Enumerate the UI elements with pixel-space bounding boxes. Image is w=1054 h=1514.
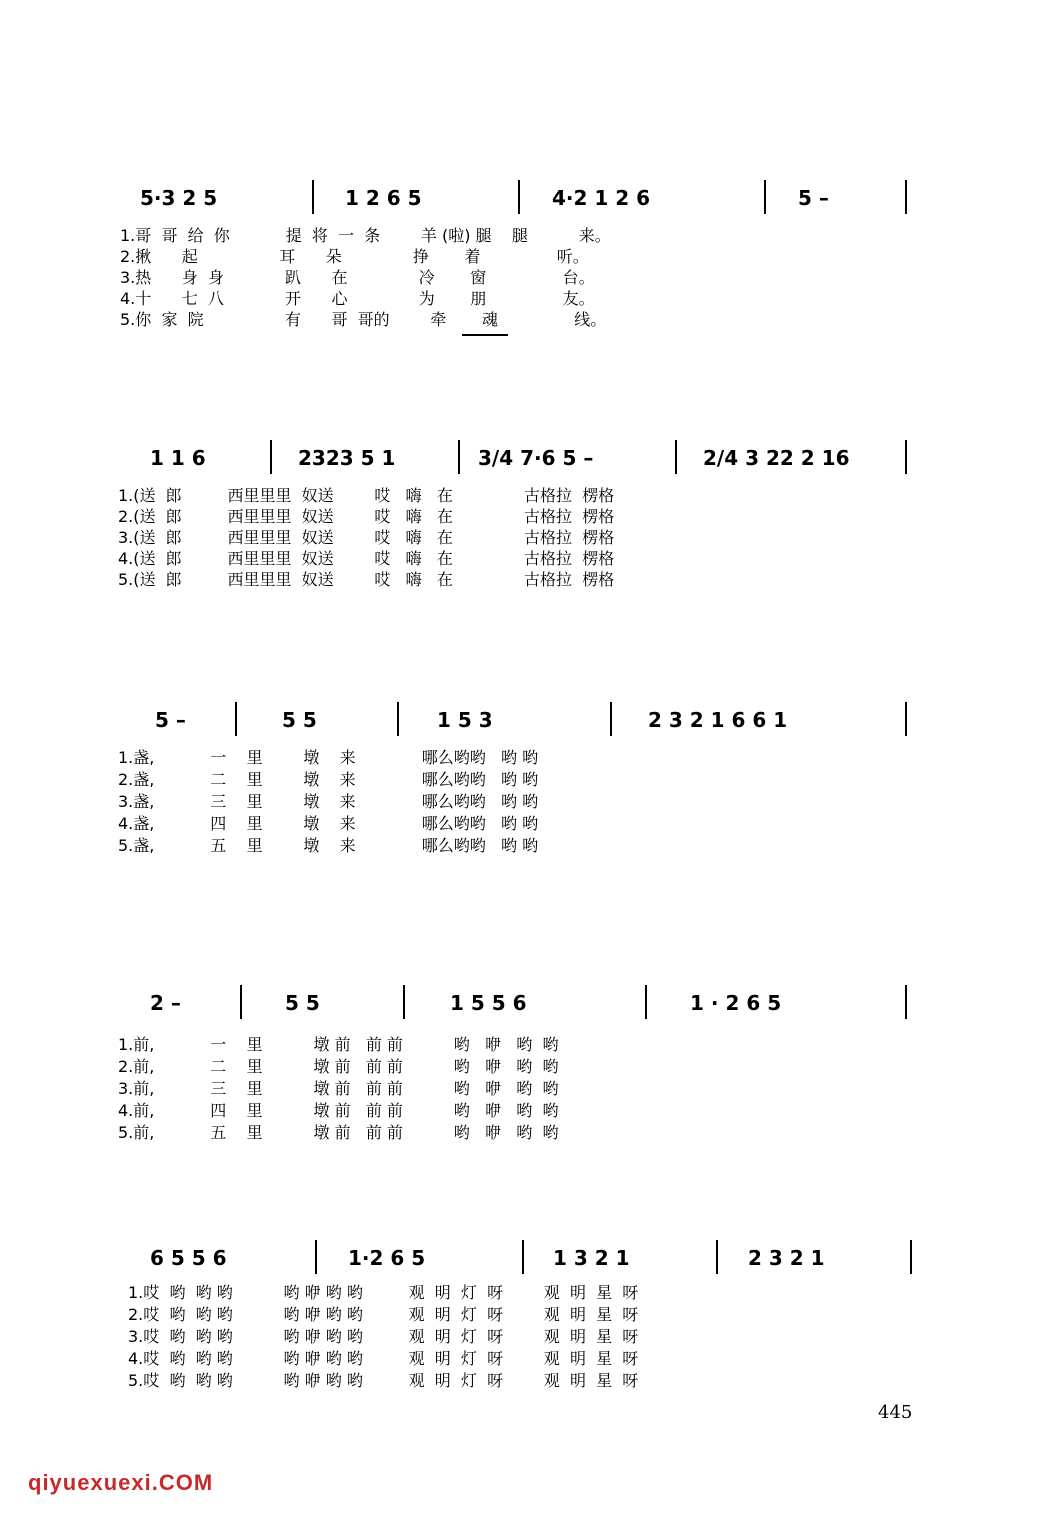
barline	[645, 985, 647, 1019]
score-system-4	[0, 985, 1054, 1235]
lyric-verse-1: 1.哎 哟 哟 哟 哟 咿 哟 哟 观 明 灯 呀 观 明 星 呀	[128, 1283, 639, 1302]
lyric-verse-3: 3.哎 哟 哟 哟 哟 咿 哟 哟 观 明 灯 呀 观 明 星 呀	[128, 1327, 639, 1346]
measure-3-notes: 3/4 7·6 5 –	[478, 446, 594, 470]
lyric-verse-2: 2.揪 起 耳 朵 挣 着 听。	[120, 247, 589, 266]
measure-4-notes: 5 –	[798, 186, 829, 210]
lyric-verse-5: 5.你 家 院 有 哥 哥的 牵 魂 线。	[120, 310, 607, 329]
barline	[716, 1240, 718, 1274]
barline	[522, 1240, 524, 1274]
barline	[312, 180, 314, 214]
measure-1-notes: 5 –	[155, 708, 186, 732]
score-system-2	[0, 440, 1054, 690]
lyric-verse-3: 3.(送 郎 西里里里 奴送 哎 嗨 在 古格拉 楞格	[118, 528, 615, 547]
barline	[910, 1240, 912, 1274]
score-system-1	[0, 180, 1054, 430]
lyric-verse-5: 5.盏, 五 里 墩 来 哪么哟哟 哟 哟	[118, 836, 539, 855]
lyric-verse-3: 3.前, 三 里 墩 前 前 前 哟 咿 哟 哟	[118, 1079, 559, 1098]
lyric-verse-4: 4.十 七 八 开 心 为 朋 友。	[120, 289, 595, 308]
measure-3-notes: 4·2 1 2 6	[552, 186, 651, 210]
lyric-verse-5: 5.哎 哟 哟 哟 哟 咿 哟 哟 观 明 灯 呀 观 明 星 呀	[128, 1371, 639, 1390]
measure-3-notes: 1 5 5 6	[450, 991, 527, 1015]
measure-1-notes: 2 –	[150, 991, 181, 1015]
lyric-underline	[462, 334, 508, 336]
lyric-verse-4: 4.(送 郎 西里里里 奴送 哎 嗨 在 古格拉 楞格	[118, 549, 615, 568]
barline	[905, 180, 907, 214]
score-system-5	[0, 1240, 1054, 1490]
measure-2-notes: 5 5	[285, 991, 320, 1015]
barline	[403, 985, 405, 1019]
barline	[905, 702, 907, 736]
lyric-verse-3: 3.热 身 身 趴 在 冷 窗 台。	[120, 268, 595, 287]
page-number: 445	[878, 1402, 913, 1423]
barline	[458, 440, 460, 474]
lyric-verse-2: 2.哎 哟 哟 哟 哟 咿 哟 哟 观 明 灯 呀 观 明 星 呀	[128, 1305, 639, 1324]
barline	[270, 440, 272, 474]
barline	[315, 1240, 317, 1274]
lyric-verse-2: 2.盏, 二 里 墩 来 哪么哟哟 哟 哟	[118, 770, 539, 789]
barline	[905, 440, 907, 474]
lyric-verse-5: 5.(送 郎 西里里里 奴送 哎 嗨 在 古格拉 楞格	[118, 570, 615, 589]
site-watermark: qiyuexuexi.COM	[28, 1470, 214, 1495]
measure-2-notes: 1·2 6 5	[348, 1246, 426, 1270]
lyric-verse-4: 4.前, 四 里 墩 前 前 前 哟 咿 哟 哟	[118, 1101, 559, 1120]
barline	[235, 702, 237, 736]
lyric-verse-5: 5.前, 五 里 墩 前 前 前 哟 咿 哟 哟	[118, 1123, 559, 1142]
measure-2-notes: 1 2 6 5	[345, 186, 422, 210]
barline	[905, 985, 907, 1019]
lyric-verse-2: 2.(送 郎 西里里里 奴送 哎 嗨 在 古格拉 楞格	[118, 507, 615, 526]
barline	[518, 180, 520, 214]
lyric-verse-3: 3.盏, 三 里 墩 来 哪么哟哟 哟 哟	[118, 792, 539, 811]
measure-4-notes: 2 3 2 1 6 6 1	[648, 708, 788, 732]
measure-1-notes: 5·3 2 5	[140, 186, 218, 210]
measure-3-notes: 1 5 3	[437, 708, 493, 732]
measure-4-notes: 2/4 3 22 2 16	[703, 446, 850, 470]
barline	[397, 702, 399, 736]
measure-3-notes: 1 3 2 1	[553, 1246, 630, 1270]
barline	[764, 180, 766, 214]
measure-1-notes: 6 5 5 6	[150, 1246, 227, 1270]
barline	[240, 985, 242, 1019]
lyric-verse-1: 1.盏, 一 里 墩 来 哪么哟哟 哟 哟	[118, 748, 539, 767]
lyric-verse-2: 2.前, 二 里 墩 前 前 前 哟 咿 哟 哟	[118, 1057, 559, 1076]
barline	[610, 702, 612, 736]
lyric-verse-1: 1.哥 哥 给 你 提 将 一 条 羊 (啦) 腿 腿 来。	[120, 226, 611, 245]
lyric-verse-1: 1.(送 郎 西里里里 奴送 哎 嗨 在 古格拉 楞格	[118, 486, 615, 505]
measure-2-notes: 5 5	[282, 708, 317, 732]
score-system-3	[0, 702, 1054, 952]
lyric-verse-1: 1.前, 一 里 墩 前 前 前 哟 咿 哟 哟	[118, 1035, 559, 1054]
barline	[675, 440, 677, 474]
measure-4-notes: 1 · 2 6 5	[690, 991, 782, 1015]
lyric-verse-4: 4.盏, 四 里 墩 来 哪么哟哟 哟 哟	[118, 814, 539, 833]
measure-1-notes: 1 1 6	[150, 446, 206, 470]
measure-4-notes: 2 3 2 1	[748, 1246, 825, 1270]
measure-2-notes: 2323 5 1	[298, 446, 396, 470]
lyric-verse-4: 4.哎 哟 哟 哟 哟 咿 哟 哟 观 明 灯 呀 观 明 星 呀	[128, 1349, 639, 1368]
